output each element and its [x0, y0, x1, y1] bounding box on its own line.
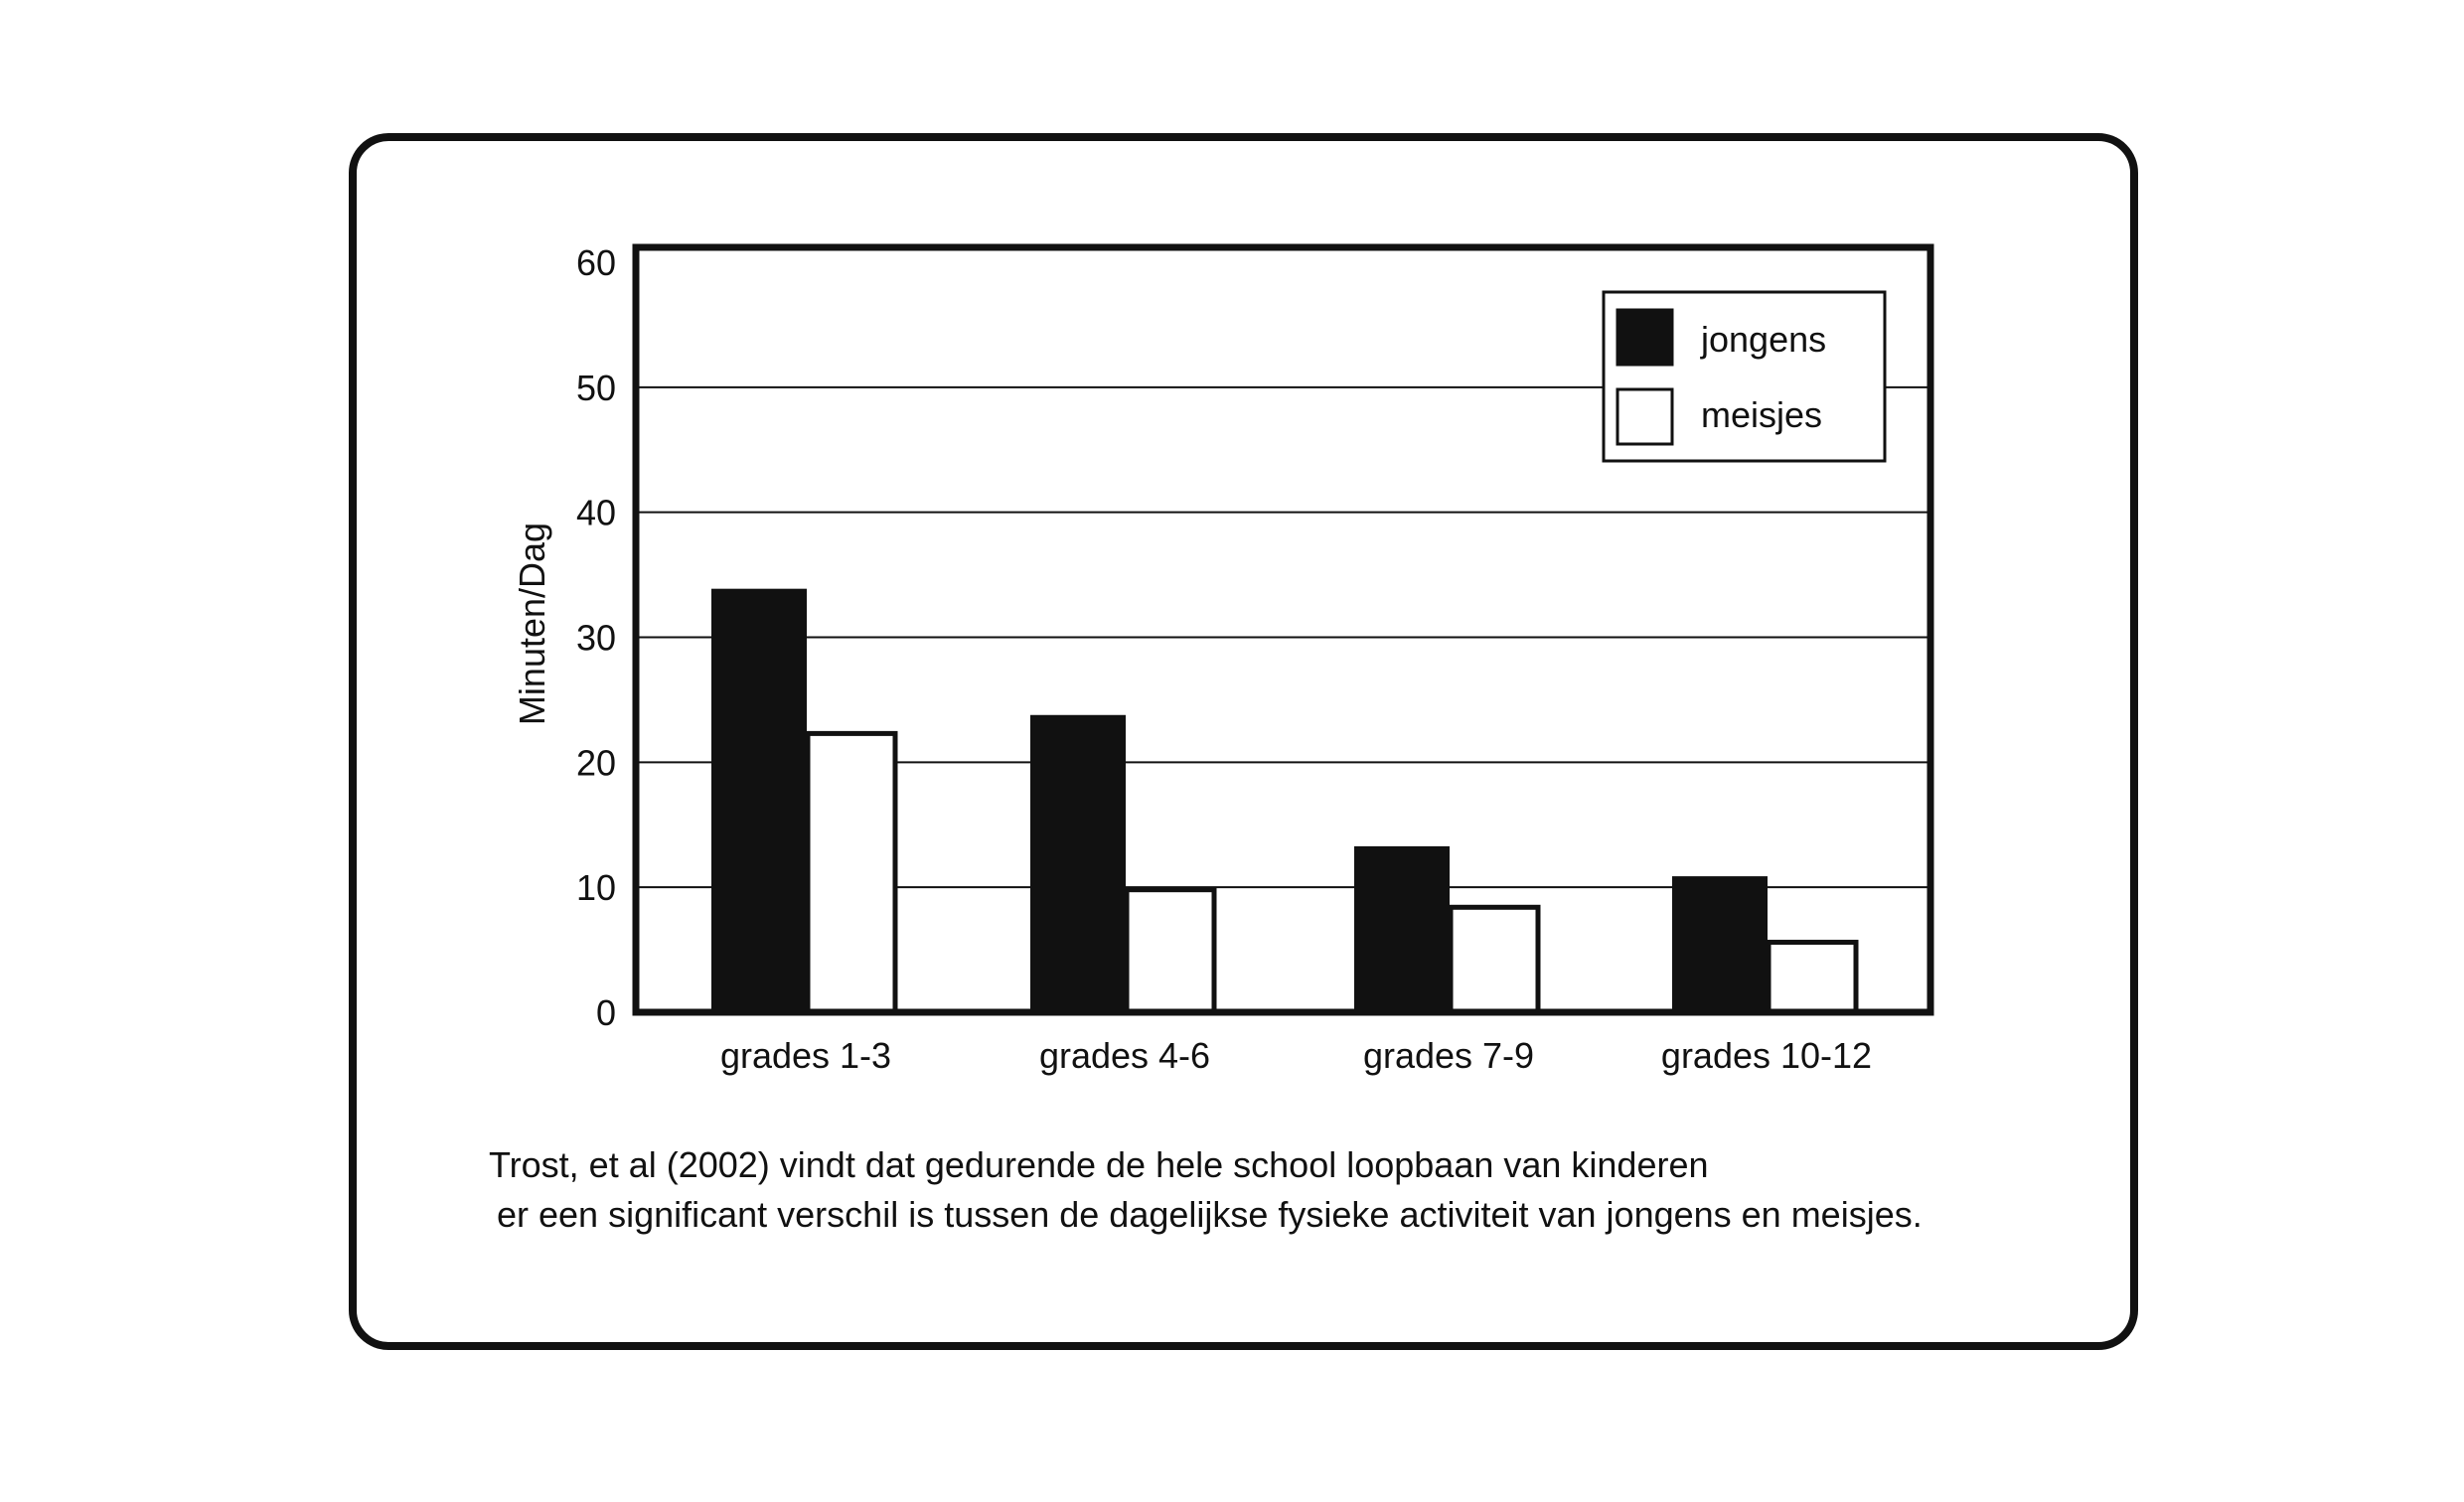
y-tick-label-60: 60 [575, 242, 616, 283]
bar-jongens-1 [1031, 716, 1125, 1012]
x-tick-label-2: grades 7-9 [1362, 1035, 1535, 1076]
bar-jongens-0 [712, 590, 806, 1012]
y-tick-label-40: 40 [575, 492, 616, 533]
legend-swatch-jongens [1617, 310, 1672, 365]
bar-jongens-3 [1673, 877, 1767, 1012]
caption-line-2: er een significant verschil is tussen de dagelijkse fysieke activiteit van jongens en meisjes. [497, 1194, 1923, 1235]
x-axis-ticks [720, 1035, 1872, 1076]
bar-jongens-2 [1355, 847, 1449, 1012]
bars [712, 590, 1856, 1012]
bar-meisjes-0 [808, 733, 895, 1012]
x-tick-label-1: grades 4-6 [1038, 1035, 1211, 1076]
legend-swatch-meisjes [1617, 389, 1672, 444]
x-tick-label-3: grades 10-12 [1660, 1035, 1873, 1076]
caption-line-1: Trost, et al (2002) vindt dat gedurende de hele school loopbaan van kinderen [489, 1144, 1709, 1185]
bar-meisjes-2 [1451, 907, 1538, 1012]
y-tick-label-20: 20 [575, 742, 616, 784]
y-axis-ticks [576, 242, 616, 1033]
x-tick-label-0: grades 1-3 [719, 1035, 892, 1076]
y-tick-label-30: 30 [575, 617, 616, 659]
legend-label-meisjes: meisjes [1701, 394, 1823, 435]
y-tick-label-10: 10 [575, 867, 616, 909]
caption [489, 1140, 2079, 1240]
bar-meisjes-1 [1127, 890, 1214, 1012]
bar-meisjes-3 [1769, 943, 1856, 1012]
legend [1604, 292, 1885, 461]
legend-label-jongens: jongens [1701, 319, 1827, 360]
y-tick-label-50: 50 [575, 367, 616, 408]
y-axis-label: Minuten/Dag [512, 522, 552, 726]
y-tick-label-0: 0 [595, 992, 616, 1033]
